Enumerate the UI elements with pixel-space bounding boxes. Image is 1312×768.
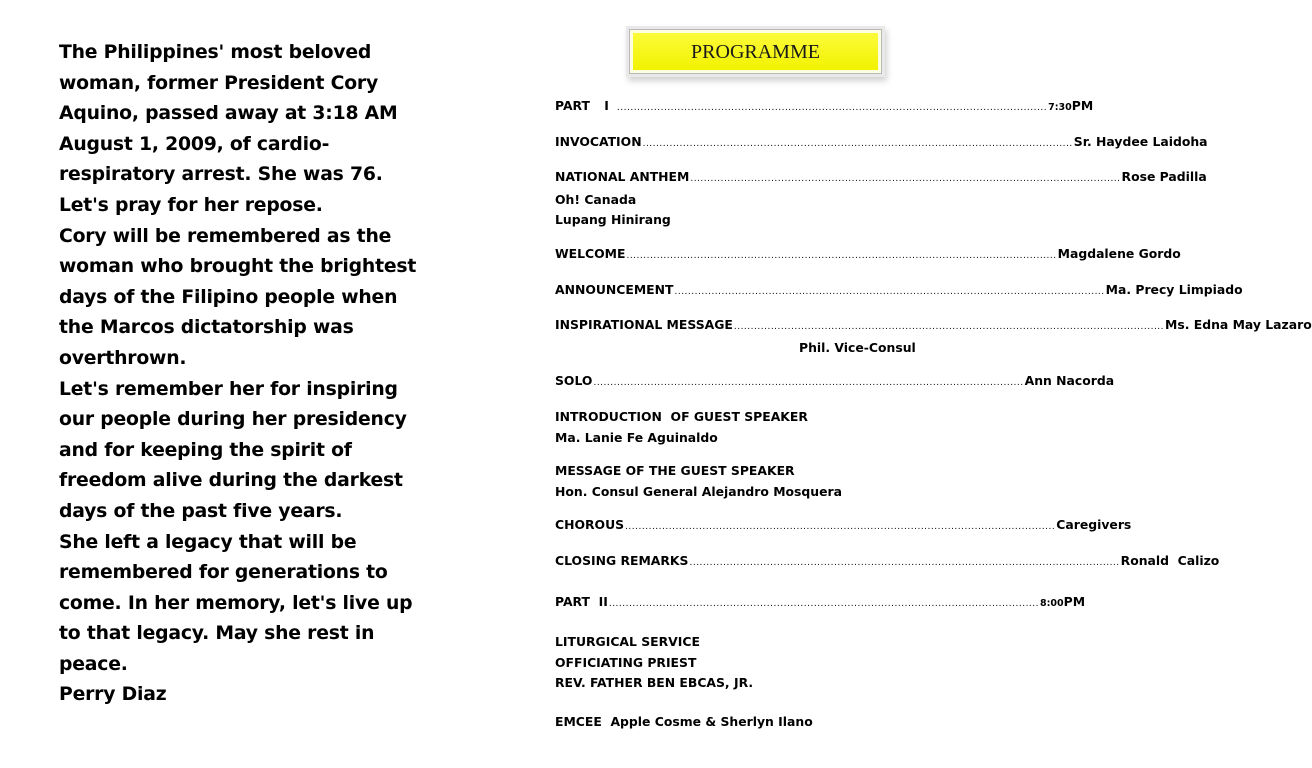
- inspirational-title: Phil. Vice-Consul: [799, 339, 916, 355]
- part2-label: PART II: [555, 593, 608, 609]
- solo-label: SOLO: [555, 373, 593, 389]
- announcement-value: Ma. Precy Limpiado: [1105, 281, 1243, 297]
- leader-dots: ................................................................................................................................: [616, 103, 1048, 113]
- emcee-line: EMCEE Apple Cosme & Sherlyn Ilano: [555, 713, 813, 729]
- part2-time: 8:00: [1040, 597, 1064, 609]
- program-item-inspirational: [555, 315, 1312, 338]
- message-speaker: Hon. Consul General Alejandro Mosquera: [555, 483, 842, 499]
- part2-time-suffix: PM: [1063, 593, 1086, 609]
- program-item-solo: [555, 371, 1115, 394]
- leader-dots: ................................................................................................................................: [689, 557, 1120, 568]
- introduction-speaker: Ma. Lanie Fe Aguinaldo: [555, 429, 718, 445]
- programme-list: [555, 96, 1312, 732]
- program-item-part1: [555, 96, 1094, 119]
- anthem-label: NATIONAL ANTHEM: [555, 169, 690, 185]
- leader-dots: ................................................................................................................................: [626, 250, 1057, 261]
- anthem-song-1: Oh! Canada: [555, 191, 637, 207]
- solo-value: Ann Nacorda: [1024, 373, 1115, 389]
- tribute-signature: Perry Diaz: [59, 684, 167, 706]
- programme-banner: PROGRAMME: [630, 30, 881, 73]
- leader-dots: ................................................................................................................................: [608, 598, 1040, 609]
- tribute-paragraph: She left a legacy that will be remembered for generations to come. In her memory, let's live up to that legacy. May she rest in peace.: [59, 531, 413, 675]
- leader-dots: ................................................................................................................................: [642, 138, 1073, 149]
- program-item-chorous: [555, 515, 1132, 538]
- leader-dots: ................................................................................................................................: [690, 174, 1121, 185]
- part1-time-suffix: PM: [1071, 98, 1094, 113]
- tribute-paragraph: Cory will be remembered as the woman who brought the brightest days of the Filipino people when the Marcos dictatorship was overthrown.: [59, 225, 417, 369]
- program-item-announcement: [555, 280, 1243, 303]
- closing-label: CLOSING REMARKS: [555, 552, 689, 568]
- message-label: MESSAGE OF THE GUEST SPEAKER: [555, 463, 795, 479]
- closing-value: Ronald Calizo: [1120, 552, 1220, 568]
- leader-dots: ................................................................................................................................: [625, 522, 1056, 533]
- chorous-label: CHOROUS: [555, 517, 625, 533]
- program-item-welcome: [555, 244, 1181, 267]
- program-item-closing: [555, 551, 1220, 574]
- welcome-value: Magdalene Gordo: [1057, 245, 1181, 261]
- tribute-text: [59, 38, 424, 711]
- chorous-value: Caregivers: [1056, 517, 1132, 533]
- anthem-song-2: Lupang Hinirang: [555, 212, 671, 228]
- leader-dots: ................................................................................................................................: [593, 378, 1024, 389]
- invocation-value: Sr. Haydee Laidoha: [1073, 133, 1208, 149]
- tribute-paragraph: The Philippines' most beloved woman, former President Cory Aquino, passed away at 3:18 AM August 1, 2009, of cardio-respiratory arrest. She was 76. Let's pray for her repose.: [59, 42, 398, 216]
- program-item-invocation: [555, 132, 1208, 155]
- inspirational-value: Ms. Edna May Lazaro: [1165, 317, 1312, 333]
- liturgical-label: LITURGICAL SERVICE: [555, 634, 700, 650]
- inspirational-label: INSPIRATIONAL MESSAGE: [555, 317, 733, 333]
- welcome-label: WELCOME: [555, 245, 626, 261]
- program-item-part2: [555, 592, 1086, 615]
- anthem-value: Rose Padilla: [1121, 169, 1207, 185]
- part1-time: 7:30: [1048, 102, 1072, 113]
- officiating-label: OFFICIATING PRIEST: [555, 654, 697, 670]
- announcement-label: ANNOUNCEMENT: [555, 281, 674, 297]
- leader-dots: ................................................................................................................................: [733, 322, 1165, 333]
- tribute-paragraph: Let's remember her for inspiring our people during her presidency and for keeping the spirit of freedom alive during the darkest days of the past five years.: [59, 378, 407, 522]
- invocation-label: INVOCATION: [555, 133, 642, 149]
- officiating-priest: REV. FATHER BEN EBCAS, JR.: [555, 675, 754, 691]
- leader-dots: ................................................................................................................................: [674, 286, 1105, 297]
- program-item-anthem: [555, 167, 1207, 190]
- introduction-label: INTRODUCTION OF GUEST SPEAKER: [555, 408, 808, 424]
- part1-label: PART I: [555, 98, 609, 113]
